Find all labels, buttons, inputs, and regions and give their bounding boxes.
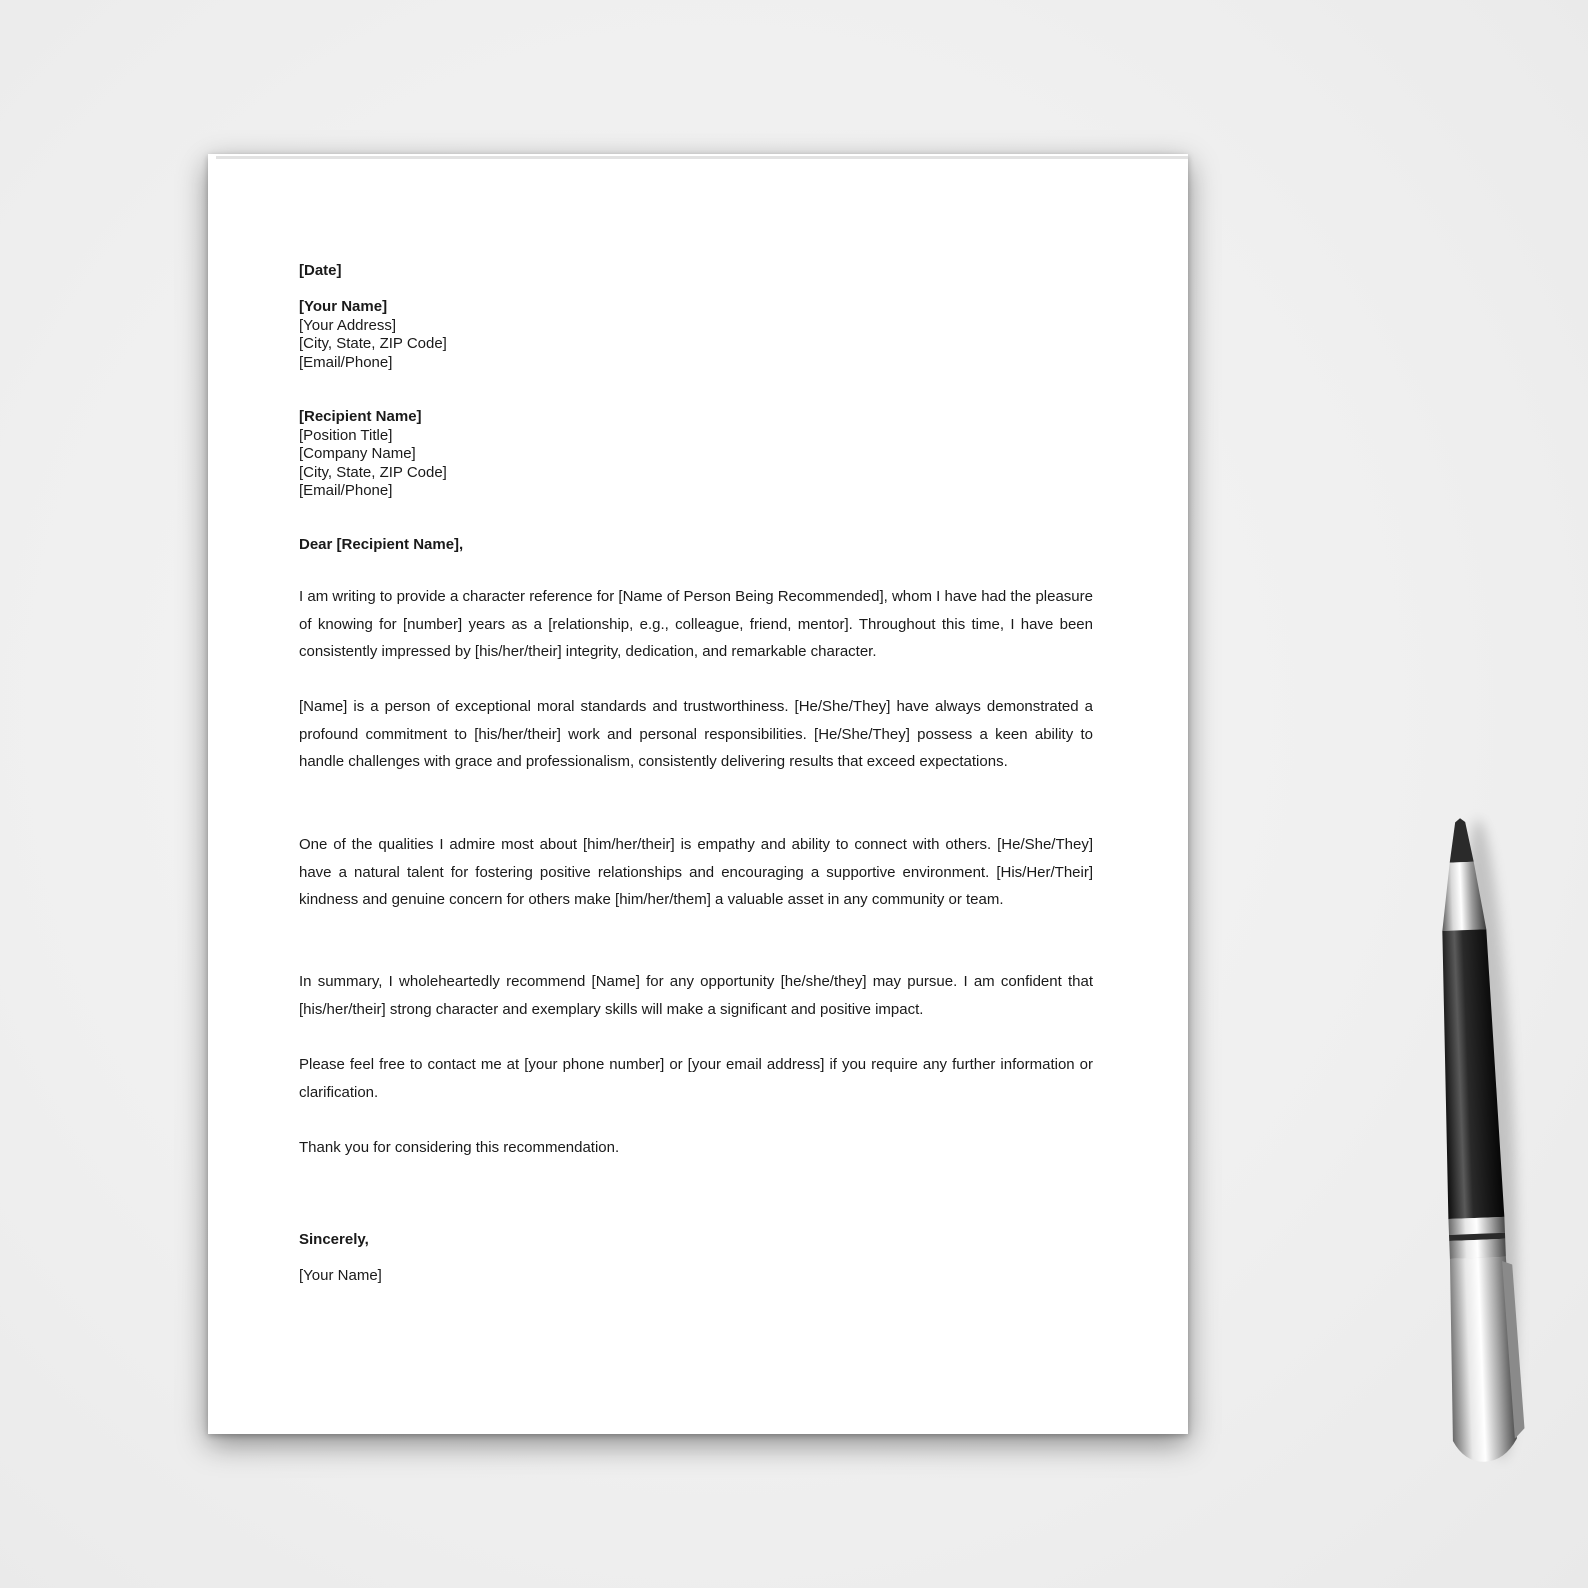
recipient-company: [Company Name] [299, 445, 416, 462]
paragraph-qualities: One of the qualities I admire most about [him/her/their] is empathy and ability to connect with others. [He/She/They] have a natural talent for fostering positive relationships and encouraging a supportive environment. [His/Her/Their] kindness and genuine concern for others make [him/her/them] a valuable asset in any community or team. [299, 836, 1093, 908]
closing: Sincerely, [299, 1231, 369, 1248]
signature-name: [Your Name] [299, 1267, 382, 1284]
sender-city: [City, State, ZIP Code] [299, 335, 447, 352]
salutation: Dear [Recipient Name], [299, 536, 464, 553]
recipient-contact: [Email/Phone] [299, 482, 393, 499]
paragraph-contact: Please feel free to contact me at [your phone number] or [your email address] if you require any further information or clarification. [299, 1056, 1093, 1101]
sheet-top-edge [216, 156, 1188, 159]
recipient-position: [Position Title] [299, 426, 393, 444]
sender-address: [Your Address] [299, 316, 397, 334]
letter-date: [Date] [299, 262, 342, 279]
sender-name: [Your Name] [299, 298, 388, 315]
letter-sheet [208, 154, 1188, 1434]
paragraph-character: [Name] is a person of exceptional moral standards and trustworthiness. [He/She/They] have always demonstrated a profound commitment to [his/her/their] work and personal responsibilities. [He/She/They] possess a keen ability to handle challenges with grace and professionalism, consistently delivering results that exceed expectations. [299, 698, 1093, 770]
recipient-city: [City, State, ZIP Code] [299, 463, 447, 481]
paragraph-intro: I am writing to provide a character reference for [Name of Person Being Recommended], whom I have had the pleasure of knowing for [number] years as a [relationship, e.g., colleague, friend, mentor]. Throughout this time, I have been consistently impressed by [his/her/their] integrity, dedication, and remarkable character. [299, 588, 1093, 660]
sender-block [299, 298, 1093, 372]
paragraph-thanks: Thank you for considering this recommendation. [299, 1139, 620, 1156]
sender-contact: [Email/Phone] [299, 353, 393, 371]
paragraph-summary: In summary, I wholeheartedly recommend [Name] for any opportunity [he/she/they] may pursue. I am confident that [his/her/their] strong character and exemplary skills will make a significant and positive impact. [299, 973, 1093, 1018]
recipient-block [299, 408, 1093, 501]
recipient-name: [Recipient Name] [299, 408, 422, 425]
